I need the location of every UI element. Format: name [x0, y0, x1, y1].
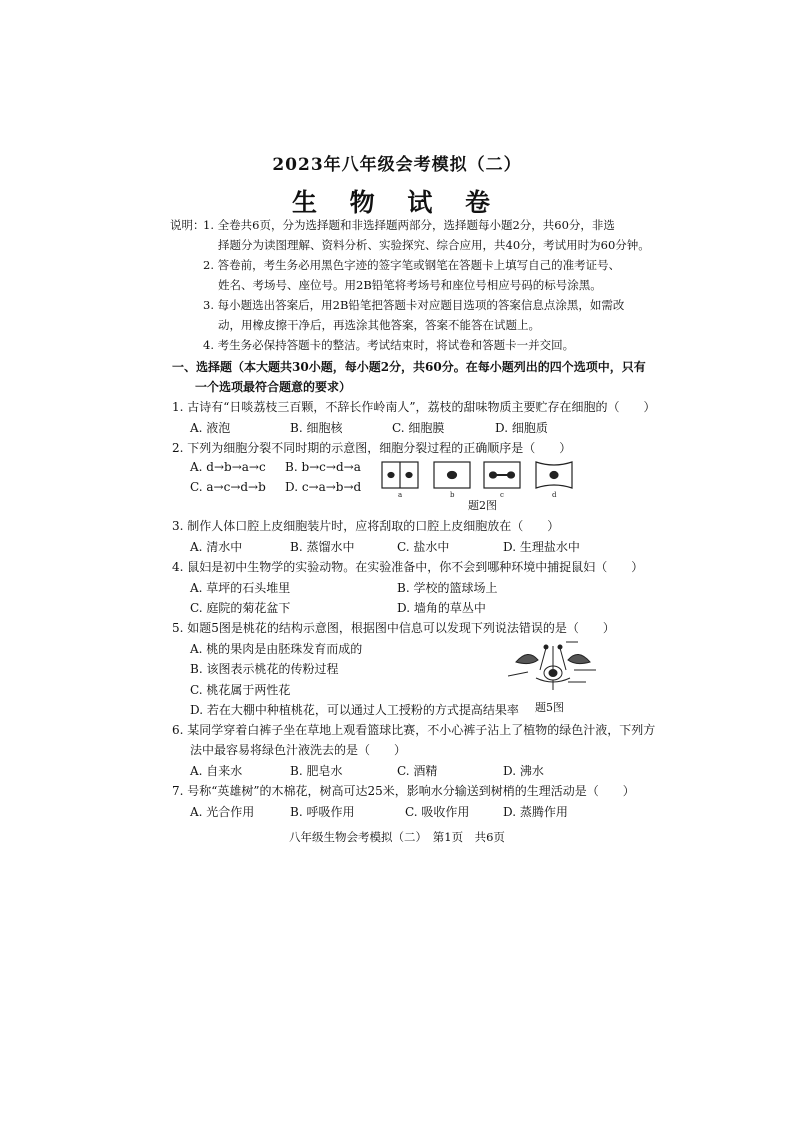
- q2-option-c: C. a→c→d→b: [190, 480, 266, 494]
- q6-option-c: C. 酒精: [397, 764, 438, 778]
- q6-option-d: D. 沸水: [503, 764, 544, 778]
- q4-option-c: C. 庭院的菊花盆下: [190, 601, 291, 615]
- cell-label-c: c: [500, 491, 504, 498]
- q6-option-b: B. 肥皂水: [290, 764, 343, 778]
- cell-d: [536, 462, 572, 488]
- q1-option-b: B. 细胞核: [290, 421, 343, 435]
- q1-option-d: D. 细胞质: [495, 421, 548, 435]
- cell-label-b: b: [450, 491, 455, 498]
- instruction-line: 动，用橡皮擦干净后，再选涂其他答案，答案不能答在试题上。: [218, 318, 540, 332]
- q2-option-a: A. d→b→a→c: [190, 460, 266, 474]
- question-6-stem-cont: 法中最容易将绿色汁液洗去的是（ ）: [190, 743, 407, 757]
- q7-option-d: D. 蒸腾作用: [503, 805, 568, 819]
- instruction-line: 4. 考生务必保持答题卡的整洁。考试结束时，将试卷和答题卡一并交回。: [203, 338, 575, 352]
- q5-option-a: A. 桃的果肉是由胚珠发育而成的: [190, 642, 363, 656]
- instruction-line: 3. 每小题选出答案后，用2B铅笔把答题卡对应题目选项的答案信息点涂黑，如需改: [203, 298, 625, 312]
- question-4-stem: 4. 鼠妇是初中生物学的实验动物。在实验准备中，你不会到哪种环境中捕捉鼠妇（ ）: [172, 560, 644, 574]
- instruction-line: 2. 答卷前，考生务必用黑色字迹的签字笔或钢笔在答题卡上填写自己的准考证号、: [203, 258, 621, 272]
- cell-a: [382, 462, 418, 488]
- q3-option-a: A. 清水中: [190, 540, 243, 554]
- question-7-stem: 7. 号称“英雄树”的木棉花，树高可达25米，影响水分输送到树梢的生理活动是（ ）: [172, 784, 635, 798]
- q4-option-b: B. 学校的篮球场上: [397, 581, 498, 595]
- q3-option-b: B. 蒸馏水中: [290, 540, 355, 554]
- instruction-line: 1. 全卷共6页，分为选择题和非选择题两部分，选择题每小题2分，共60分，非选: [203, 218, 615, 232]
- section-header-cont: 一个选项最符合题意的要求）: [195, 380, 352, 394]
- q3-option-d: D. 生理盐水中: [503, 540, 580, 554]
- q5-option-d: D. 若在大棚中种植桃花，可以通过人工授粉的方式提高结果率: [190, 703, 519, 717]
- q4-option-a: A. 草坪的石头堆里: [190, 581, 291, 595]
- cell-division-figure: [378, 458, 578, 498]
- question-5-stem: 5. 如题5图是桃花的结构示意图，根据图中信息可以发现下列说法错误的是（ ）: [172, 621, 615, 635]
- cell-b: [434, 462, 470, 488]
- figure-5-caption: 题5图: [535, 701, 564, 714]
- q5-option-c: C. 桃花属于两性花: [190, 683, 291, 697]
- q2-option-b: B. b→c→d→a: [285, 460, 361, 474]
- question-2-stem: 2. 下列为细胞分裂不同时期的示意图，细胞分裂过程的正确顺序是（ ）: [172, 441, 572, 455]
- exam-subtitle: 生 物 试 卷: [291, 188, 503, 217]
- q7-option-b: B. 呼吸作用: [290, 805, 355, 819]
- question-6-stem: 6. 某同学穿着白裤子坐在草地上观看篮球比赛，不小心裤子沾上了植物的绿色汁液，下列方: [172, 723, 656, 737]
- q1-option-a: A. 液泡: [190, 421, 231, 435]
- figure-2-caption: 题2图: [468, 499, 497, 512]
- q7-option-c: C. 吸收作用: [405, 805, 470, 819]
- cell-label-d: d: [552, 491, 557, 498]
- q1-option-c: C. 细胞膜: [392, 421, 445, 435]
- instruction-line: 姓名、考场号、座位号。用2B铅笔将考场号和座位号相应号码的标号涂黑。: [218, 278, 602, 292]
- q4-option-d: D. 墙角的草丛中: [397, 601, 486, 615]
- peach-flower-figure: [508, 640, 598, 692]
- q3-option-c: C. 盐水中: [397, 540, 450, 554]
- instruction-line: 择题分为读图理解、资料分析、实验探究、综合应用，共40分，考试用时为60分钟。: [218, 238, 650, 252]
- section-header: 一、选择题（本大题共30小题，每小题2分，共60分。在每小题列出的四个选项中，只有: [172, 360, 646, 374]
- q6-option-a: A. 自来水: [190, 764, 243, 778]
- page-footer: 八年级生物会考模拟（二） 第1页 共6页: [289, 830, 505, 844]
- instructions-label: 说明：: [170, 218, 205, 232]
- exam-title: 2023年八年级会考模拟（二）: [272, 155, 522, 175]
- question-3-stem: 3. 制作人体口腔上皮细胞装片时，应将刮取的口腔上皮细胞放在（ ）: [172, 519, 560, 533]
- q5-option-b: B. 该图表示桃花的传粉过程: [190, 662, 339, 676]
- question-1-stem: 1. 古诗有“日啖荔枝三百颗，不辞长作岭南人”，荔枝的甜味物质主要贮存在细胞的（ ）: [172, 400, 656, 414]
- cell-label-a: a: [398, 491, 403, 498]
- q2-option-d: D. c→a→b→d: [285, 480, 362, 494]
- cell-c: [484, 462, 520, 488]
- q7-option-a: A. 光合作用: [190, 805, 255, 819]
